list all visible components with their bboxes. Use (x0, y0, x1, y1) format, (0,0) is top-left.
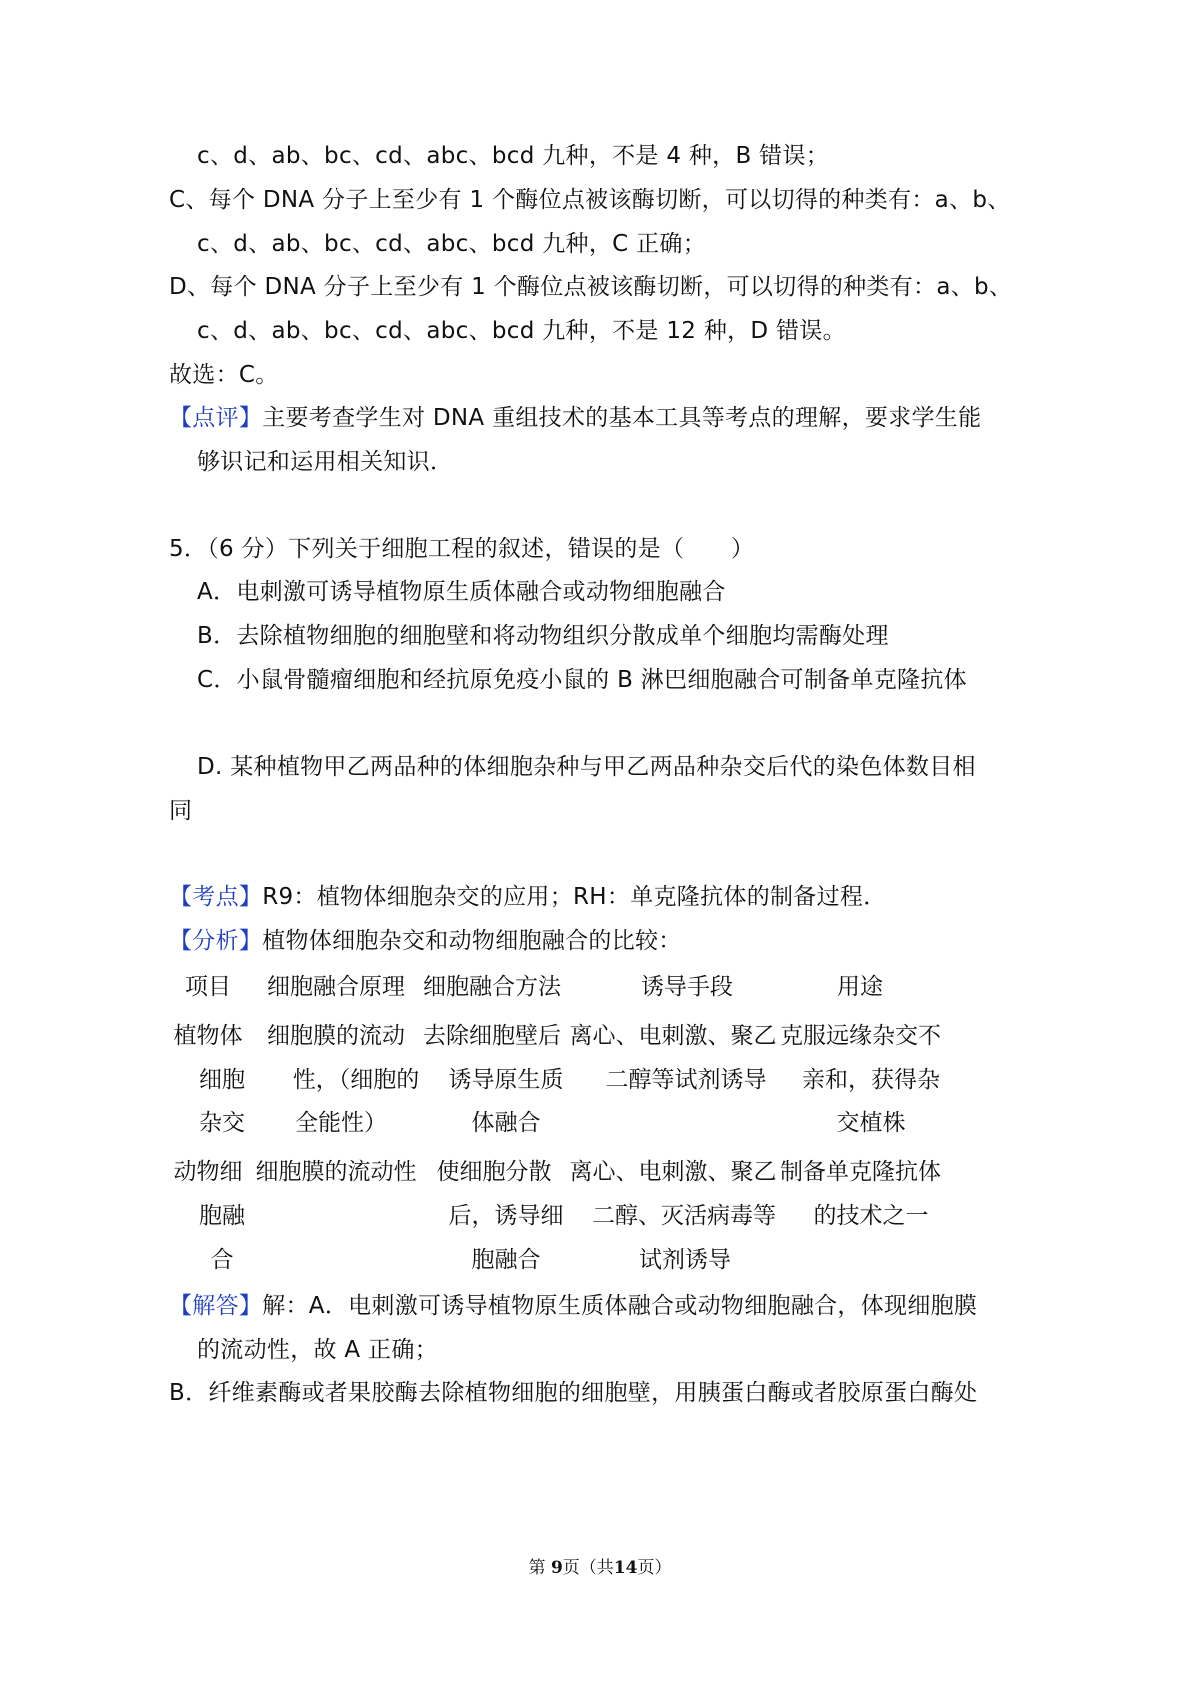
fenxi-text: 植物体细胞杂交和动物细胞融合的比较： (262, 928, 682, 954)
footer-suffix: 页） (637, 1558, 672, 1578)
table-cell: 试剂诱导 (639, 1247, 731, 1273)
table-cell: 使细胞分散 (436, 1159, 552, 1185)
table-cell: 体融合 (471, 1110, 541, 1136)
footer-total-pages: 14 (613, 1558, 638, 1578)
prev-answer-b-cont: c、d、ab、bc、cd、abc、bcd 九种，不是 4 种，B 错误； (197, 143, 830, 169)
table-cell: 交植株 (836, 1110, 906, 1136)
jieda-line2: 的流动性，故 A 正确； (197, 1337, 438, 1363)
table-cell: 后，诱导细 (448, 1203, 564, 1229)
jieda-line1 (169, 1291, 977, 1321)
table-cell: 胞融合 (471, 1247, 541, 1273)
table-cell: 性，（细胞的 (292, 1067, 420, 1093)
table-cell: 二醇等试剂诱导 (605, 1067, 767, 1093)
table-cell: 合 (210, 1247, 234, 1273)
table-header-item: 项目 (185, 974, 231, 1000)
table-cell: 细胞膜的流动 (267, 1023, 405, 1049)
comment-tag: 【点评】 (169, 405, 263, 431)
question5-option-d-line2: 同 (169, 798, 193, 824)
page-footer (0, 1556, 1200, 1580)
table-cell: 离心、电刺激、聚乙 (569, 1159, 777, 1185)
table-cell: 植物体 (173, 1023, 243, 1049)
comment-text: 主要考查学生对 DNA 重组技术的基本工具等考点的理解，要求学生能 (262, 405, 982, 431)
question5-option-b: B．去除植物细胞的细胞壁和将动物组织分散成单个细胞均需酶处理 (197, 623, 889, 649)
prev-answer-c-line1: C、每个 DNA 分子上至少有 1 个酶位点被该酶切断，可以切得的种类有：a、b、 (169, 187, 1011, 213)
footer-page-number: 9 (550, 1558, 563, 1578)
footer-middle: 页（共 (562, 1558, 614, 1578)
table-cell: 全能性） (295, 1110, 387, 1136)
table-header-method: 细胞融合方法 (423, 974, 561, 1000)
kaodian-line (169, 882, 887, 912)
prev-answer-choice: 故选：C。 (169, 362, 279, 388)
table-cell: 克服远缘杂交不 (780, 1023, 941, 1049)
table-cell: 去除细胞壁后 (423, 1023, 561, 1049)
jieda-line3: B．纤维素酶或者果胶酶去除植物细胞的细胞壁，用胰蛋白酶或者胶原蛋白酶处 (169, 1380, 978, 1406)
prev-comment-line2: 够识记和运用相关知识． (197, 449, 454, 475)
fenxi-line (169, 926, 682, 956)
question5-stem: 5．（6 分）下列关于细胞工程的叙述，错误的是（ ） (169, 536, 755, 562)
table-cell: 胞融 (199, 1203, 245, 1229)
fenxi-tag: 【分析】 (169, 928, 263, 954)
table-cell: 二醇、灭活病毒等 (592, 1203, 776, 1229)
jieda-tag: 【解答】 (169, 1293, 263, 1319)
table-cell: 诱导原生质 (448, 1067, 564, 1093)
table-cell: 杂交 (199, 1110, 245, 1136)
table-header-principle: 细胞融合原理 (267, 974, 405, 1000)
jieda-text: 解：A．电刺激可诱导植物原生质体融合或动物细胞融合，体现细胞膜 (262, 1293, 978, 1319)
kaodian-tag: 【考点】 (169, 884, 263, 910)
prev-answer-d-line1: D、每个 DNA 分子上至少有 1 个酶位点被该酶切断，可以切得的种类有：a、b、 (169, 274, 1013, 300)
question5-option-d-line1: D. 某种植物甲乙两品种的体细胞杂种与甲乙两品种杂交后代的染色体数目相 (197, 754, 976, 780)
prev-answer-d-line2: c、d、ab、bc、cd、abc、bcd 九种，不是 12 种，D 错误。 (197, 318, 846, 344)
table-cell: 制备单克隆抗体 (780, 1159, 941, 1185)
footer-prefix: 第 (528, 1558, 546, 1578)
table-cell: 动物细 (173, 1159, 243, 1185)
prev-comment-line1 (169, 403, 981, 433)
kaodian-text: R9：植物体细胞杂交的应用；RH：单克隆抗体的制备过程． (262, 884, 887, 910)
table-cell: 亲和，获得杂 (802, 1067, 940, 1093)
table-cell: 的技术之一 (813, 1203, 929, 1229)
table-cell: 离心、电刺激、聚乙 (569, 1023, 777, 1049)
table-header-induce: 诱导手段 (641, 974, 733, 1000)
question5-option-c: C．小鼠骨髓瘤细胞和经抗原免疫小鼠的 B 淋巴细胞融合可制备单克隆抗体 (197, 667, 967, 693)
question5-option-a: A．电刺激可诱导植物原生质体融合或动物细胞融合 (197, 579, 726, 605)
table-cell: 细胞膜的流动性 (255, 1159, 417, 1185)
table-cell: 细胞 (199, 1067, 245, 1093)
prev-answer-c-line2: c、d、ab、bc、cd、abc、bcd 九种，C 正确； (197, 231, 706, 257)
table-header-use: 用途 (837, 974, 883, 1000)
